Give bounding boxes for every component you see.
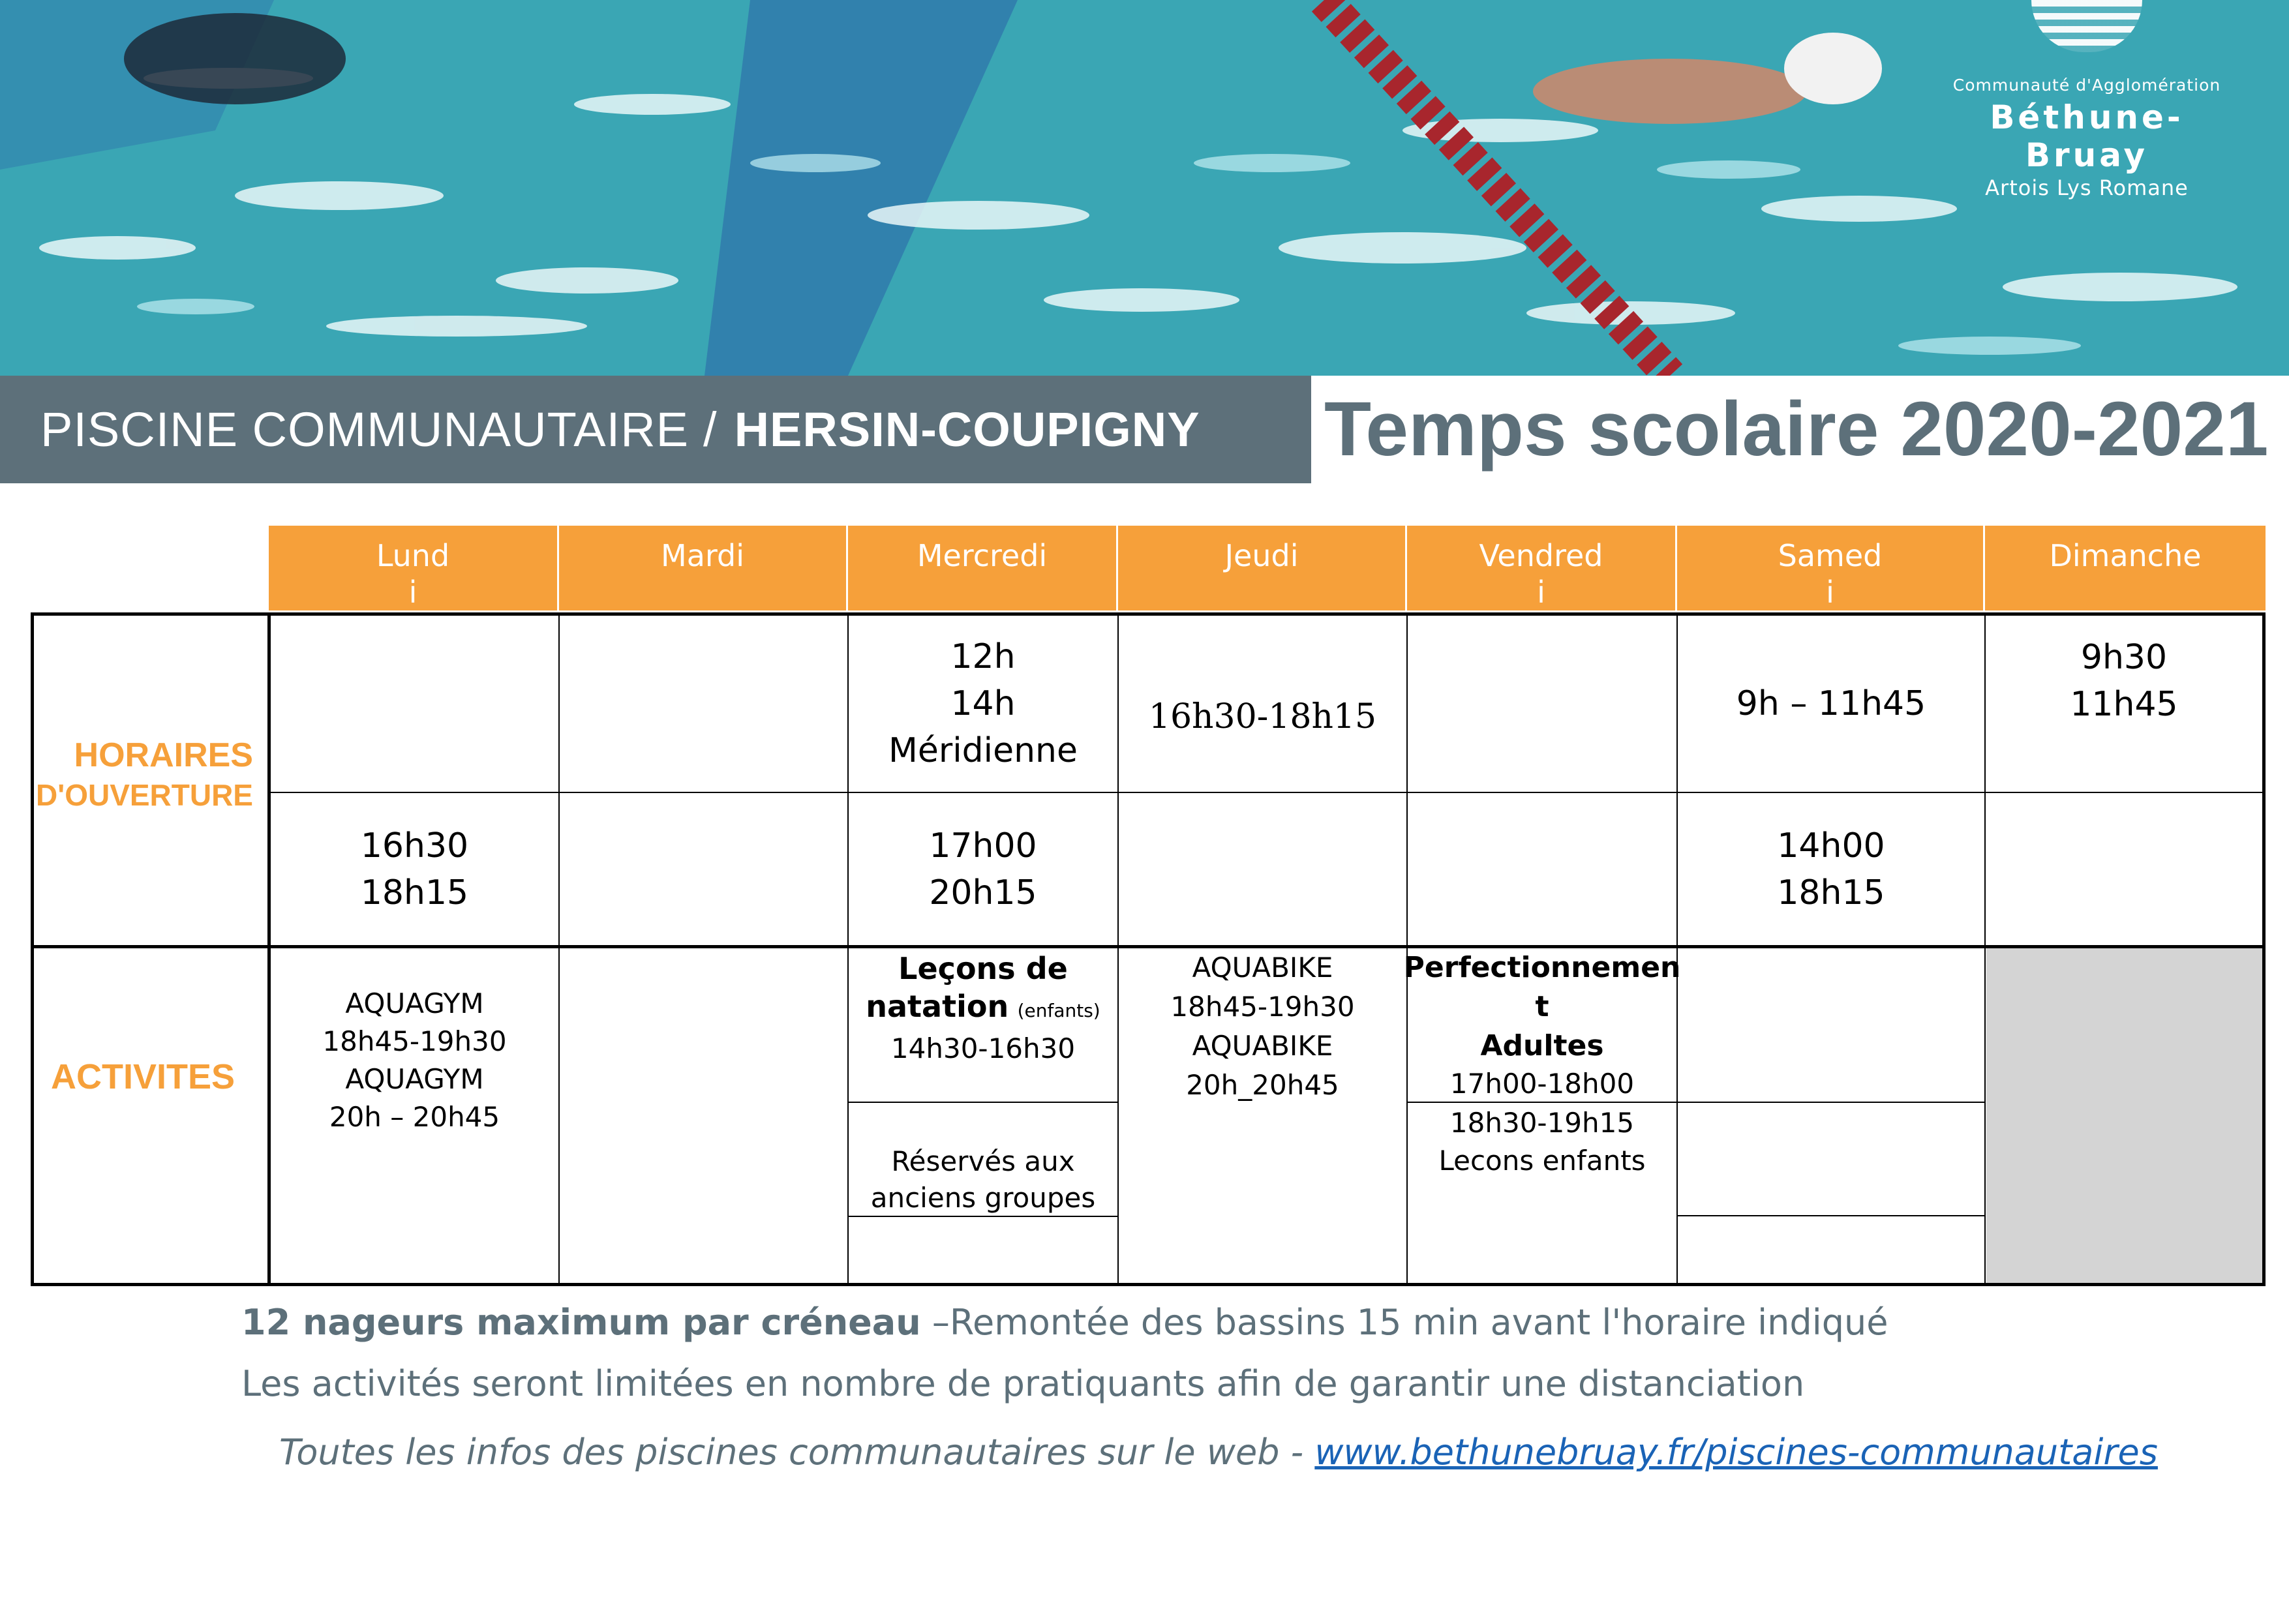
hero-pool-photo (0, 0, 2289, 376)
activities-vendredi-kids: 18h30-19h15 Lecons enfants (1438, 1107, 1646, 1177)
note-limited-activities: Les activités seront limitées en nombre de pratiquants afin de garantir une distanciation (241, 1363, 1805, 1404)
website-link[interactable]: www.bethunebruay.fr/piscines-communautaires (1314, 1432, 2158, 1473)
grid-column-line (558, 612, 560, 1286)
note-website-prefix: Toutes les infos des piscines communautaires sur le web - (279, 1432, 1304, 1473)
day-header-mardi: Mardi (559, 526, 848, 610)
day-header-dimanche: Dimanche (1985, 526, 2266, 610)
dimanche-activities-empty-cell (1986, 945, 2265, 1286)
hours-lundi: 16h30 18h15 (360, 826, 469, 912)
hours-samedi-morning: 9h – 11h45 (1736, 684, 1926, 723)
title-separator: / (703, 402, 718, 457)
hours-samedi-afternoon: 14h00 18h15 (1777, 826, 1885, 912)
note-max-swimmers-bold: 12 nageurs maximum par créneau (241, 1302, 921, 1343)
title-bar (0, 376, 1311, 483)
hours-mercredi-midday: 12h 14h Méridienne (888, 637, 1078, 770)
logo-emblem-icon (2031, 0, 2142, 52)
city-name: HERSIN-COUPIGNY (734, 402, 1200, 457)
note-website (279, 1432, 2158, 1473)
hours-jeudi: 16h30-18h15 (1148, 697, 1377, 736)
activities-lundi: AQUAGYM 18h45-19h30 AQUAGYM 20h – 20h45 (322, 987, 507, 1133)
grid-right-border (2262, 612, 2266, 1286)
day-header-vendredi: Vendred i (1407, 526, 1677, 610)
samedi-activity-separator (1677, 1102, 1985, 1103)
agglomeration-logo (1950, 0, 2224, 200)
samedi-activity-separator-2 (1677, 1215, 1985, 1216)
season-title: Temps scolaire 2020-2021 (1324, 386, 2269, 472)
activities-mercredi-reserved: Réservés aux anciens groupes (870, 1145, 1096, 1214)
activities-jeudi: AQUABIKE 18h45-19h30 AQUABIKE 20h_20h45 (1170, 952, 1355, 1101)
grid-bottom-border (31, 1283, 2266, 1286)
day-header-mercredi: Mercredi (848, 526, 1118, 610)
hours-dimanche: 9h30 11h45 (2070, 638, 2178, 724)
hours-mercredi-evening: 17h00 20h15 (929, 826, 1037, 912)
logo-line-3: Artois Lys Romane (1985, 175, 2189, 200)
activities-vendredi-adults: Perfectionnemen t Adultes 17h00-18h00 (1403, 951, 1681, 1100)
activities-mercredi-lessons: Leçons de natation (enfants) 14h30-16h30 (866, 951, 1100, 1064)
day-header-jeudi: Jeudi (1118, 526, 1407, 610)
pool-label: PISCINE COMMUNAUTAIRE (40, 402, 690, 457)
day-header-samedi: Samed i (1677, 526, 1985, 610)
note-max-swimmers (241, 1302, 1888, 1343)
logo-line-2: Béthune-Bruay (1990, 98, 2184, 174)
logo-line-1: Communauté d'Agglomération (1952, 76, 2221, 95)
row-label-activites: ACTIVITES (50, 1057, 235, 1096)
pool-water-illustration (0, 0, 2289, 376)
day-header-lundi: Lund i (269, 526, 559, 610)
note-max-swimmers-rest: –Remontée des bassins 15 min avant l'horaire indiqué (932, 1302, 1888, 1343)
grid-left-border (31, 612, 34, 1286)
row-label-horaires: HORAIRES D'OUVERTURE (36, 736, 253, 812)
